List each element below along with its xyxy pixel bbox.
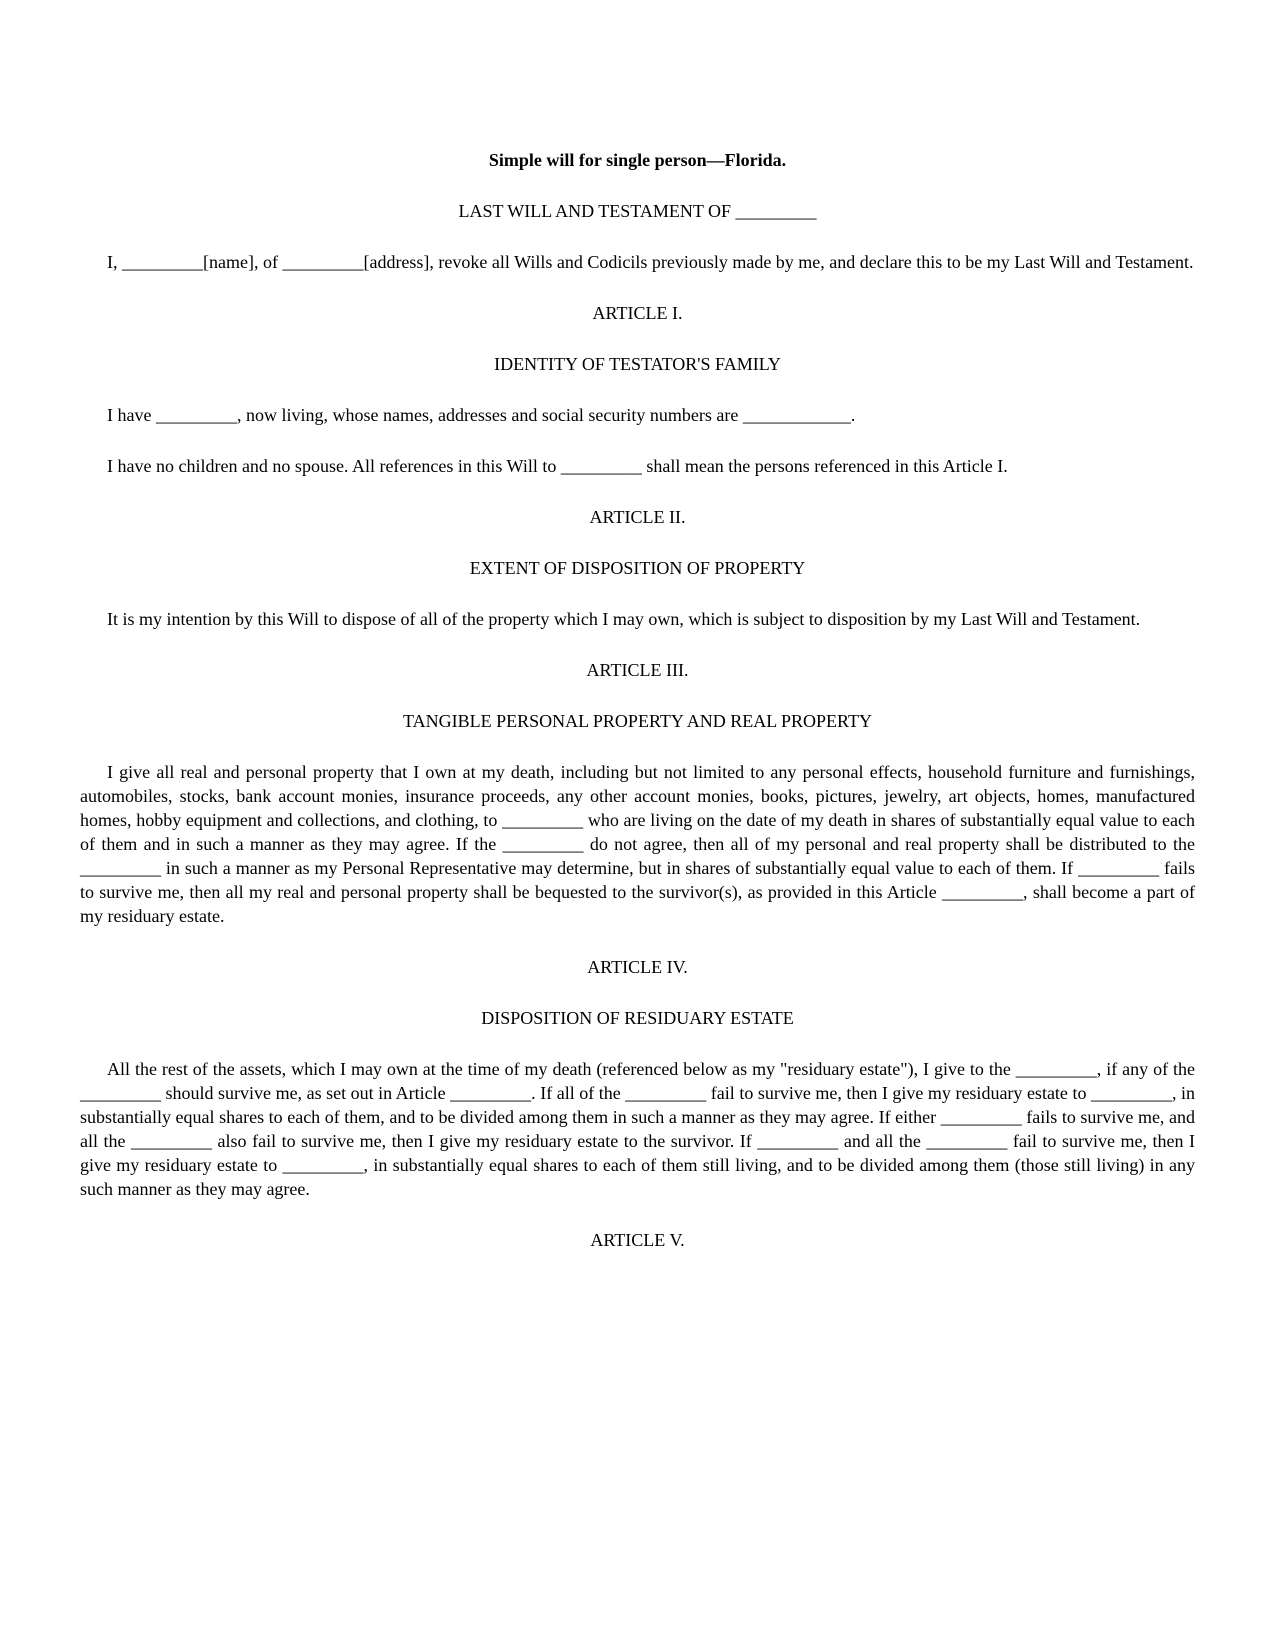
declaration-paragraph: I, _________[name], of _________[address], revoke all Wills and Codicils previously made by me, and declare this to be my Last Will and Testament.	[107, 252, 1194, 272]
no-children-paragraph: I have no children and no spouse. All references in this Will to _________ shall mean the persons referenced in this Article I.	[107, 456, 1008, 476]
document-title: Simple will for single person—Florida.	[488, 150, 787, 170]
article-2-subheading: EXTENT OF DISPOSITION OF PROPERTY	[469, 558, 806, 578]
article-2-heading: ARTICLE II.	[589, 507, 686, 527]
intention-paragraph: It is my intention by this Will to dispose of all of the property which I may own, which is subject to disposition by my Last Will and Testament.	[107, 609, 1141, 629]
tangible-property-paragraph: I give all real and personal property that I own at my death, including but not limited to any personal effects, household furniture and furnishings, automobiles, stocks, bank account monies, insurance proceeds, any other account monies, books, pictures, jewelry, art objects, homes, manufactured homes, hobby equipment and collections, and clothing, to _________ who are living on the date of my death in shares of substantially equal value to each of them and in such a manner as they may agree. If the _________ do not agree, then all of my personal and real property shall be distributed to the _________ in such a manner as my Personal Representative may determine, but in shares of substantially equal value to each of them. If _________ fails to survive me, then all my real and personal property shall be bequested to the survivor(s), as provided in this Article _________, shall become a part of my residuary estate.	[80, 762, 1195, 926]
last-will-testament-heading: LAST WILL AND TESTAMENT OF _________	[458, 201, 817, 221]
article-3-heading: ARTICLE III.	[586, 660, 689, 680]
family-members-paragraph: I have _________, now living, whose names, addresses and social security numbers are ____________.	[107, 405, 856, 425]
article-1-heading: ARTICLE I.	[592, 303, 683, 323]
residuary-estate-paragraph: All the rest of the assets, which I may own at the time of my death (referenced below as my "residuary estate"), I give to the _________, if any of the _________ should survive me, as set out in Article _________. If all of the _________ fail to survive me, then I give my residuary estate to _________, in substantially equal shares to each of them, and to be divided among them in such a manner as they may agree. If either _________ fails to survive me, and all the _________ also fail to survive me, then I give my residuary estate to the survivor. If _________ and all the _________ fail to survive me, then I give my residuary estate to _________, in substantially equal shares to each of them still living, and to be divided among them (those still living) in any such manner as they may agree.	[80, 1059, 1195, 1199]
article-5-heading: ARTICLE V.	[590, 1230, 685, 1250]
article-1-subheading: IDENTITY OF TESTATOR'S FAMILY	[494, 354, 781, 374]
article-4-heading: ARTICLE IV.	[587, 957, 688, 977]
article-4-subheading: DISPOSITION OF RESIDUARY ESTATE	[481, 1008, 794, 1028]
article-3-subheading: TANGIBLE PERSONAL PROPERTY AND REAL PROPERTY	[403, 711, 872, 731]
